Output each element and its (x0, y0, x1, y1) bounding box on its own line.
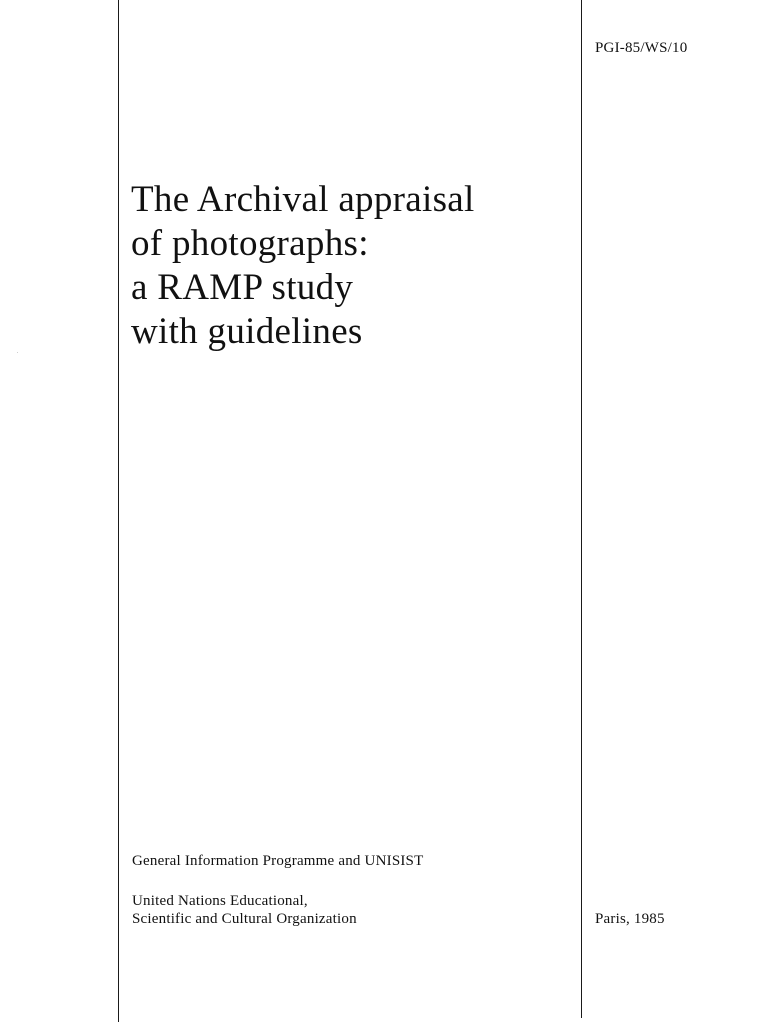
title-line: with guidelines (131, 311, 363, 352)
title-line: of photographs: (131, 223, 369, 264)
programme-name: General Information Programme and UNISIST (132, 853, 424, 869)
title-line: The Archival appraisal (131, 179, 475, 220)
publisher-organization (132, 892, 357, 928)
scan-speck (17, 352, 18, 353)
place-and-date: Paris, 1985 (595, 911, 665, 927)
document-title (131, 178, 571, 354)
document-code: PGI-85/WS/10 (595, 40, 688, 56)
title-line: a RAMP study (131, 267, 354, 308)
left-margin-rule (118, 0, 119, 1022)
organization-line: Scientific and Cultural Organization (132, 911, 357, 927)
organization-line: United Nations Educational, (132, 893, 308, 909)
right-margin-rule (581, 0, 582, 1018)
